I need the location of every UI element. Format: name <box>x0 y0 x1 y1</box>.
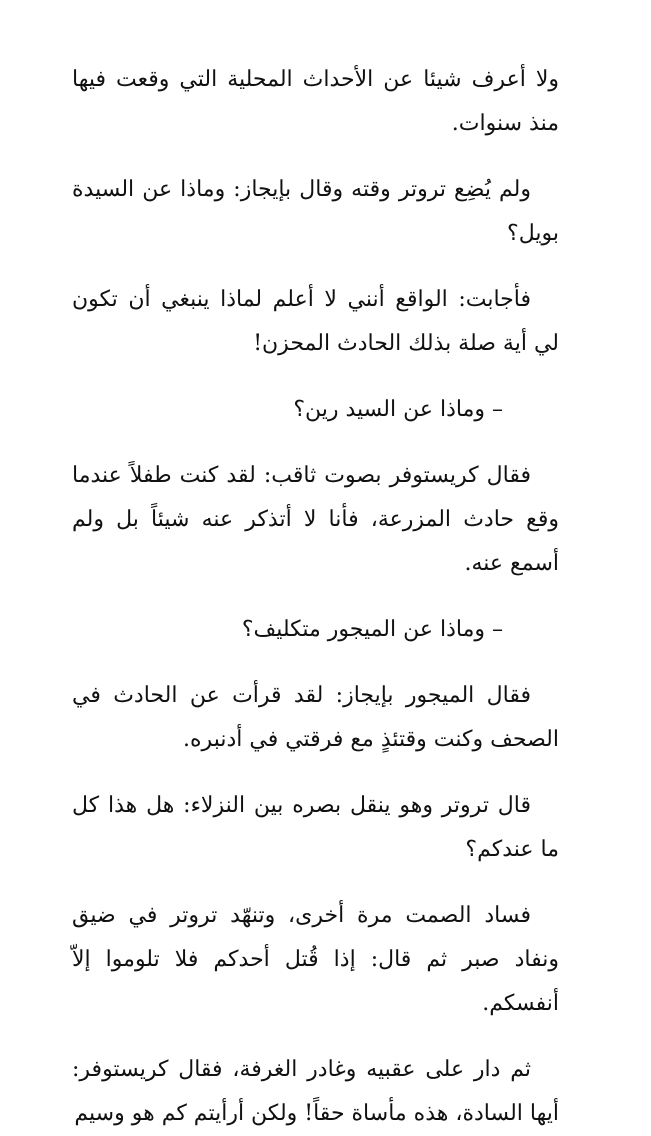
paragraph-7: فقال الميجور بإيجاز: لقد قرأت عن الحادث في الصحف وكنت وقتئذٍ مع فرقتي في أدنبره. <box>72 683 559 752</box>
paragraph-8: قال تروتر وهو ينقل بصره بين النزلاء: هل هذا كل ما عندكم؟ <box>72 793 559 862</box>
dialog-line-1: – وماذا عن السيد رين؟ <box>293 397 503 422</box>
paragraph-5: فقال كريستوفر بصوت ثاقب: لقد كنت طفلاً عندما وقع حادث المزرعة، فأنا لا أتذكر عنه شيئاً بل ولم أسمع عنه. <box>72 463 559 576</box>
paragraph-1: ولا أعرف شيئا عن الأحداث المحلية التي وقعت فيها منذ سنوات. <box>72 67 559 136</box>
paragraph-2: ولم يُضِع تروتر وقته وقال بإيجاز: وماذا عن السيدة بويل؟ <box>72 177 559 246</box>
paragraph-3: فأجابت: الواقع أنني لا أعلم لماذا ينبغي أن تكون لي أية صلة بذلك الحادث المحزن! <box>72 287 559 356</box>
paragraph-9: فساد الصمت مرة أخرى، وتنهّد تروتر في ضيق ونفاد صبر ثم قال: إذا قُتل أحدكم فلا تلوموا إلاّ أنفسكم. <box>72 903 559 1016</box>
dialog-line-2: – وماذا عن الميجور متكليف؟ <box>241 617 503 642</box>
paragraph-10: ثم دار على عقبيه وغادر الغرفة، فقال كريستوفر: أيها السادة، هذه مأساة حقاً! ولكن أرأيتم كم هو وسيم <box>72 1057 559 1126</box>
